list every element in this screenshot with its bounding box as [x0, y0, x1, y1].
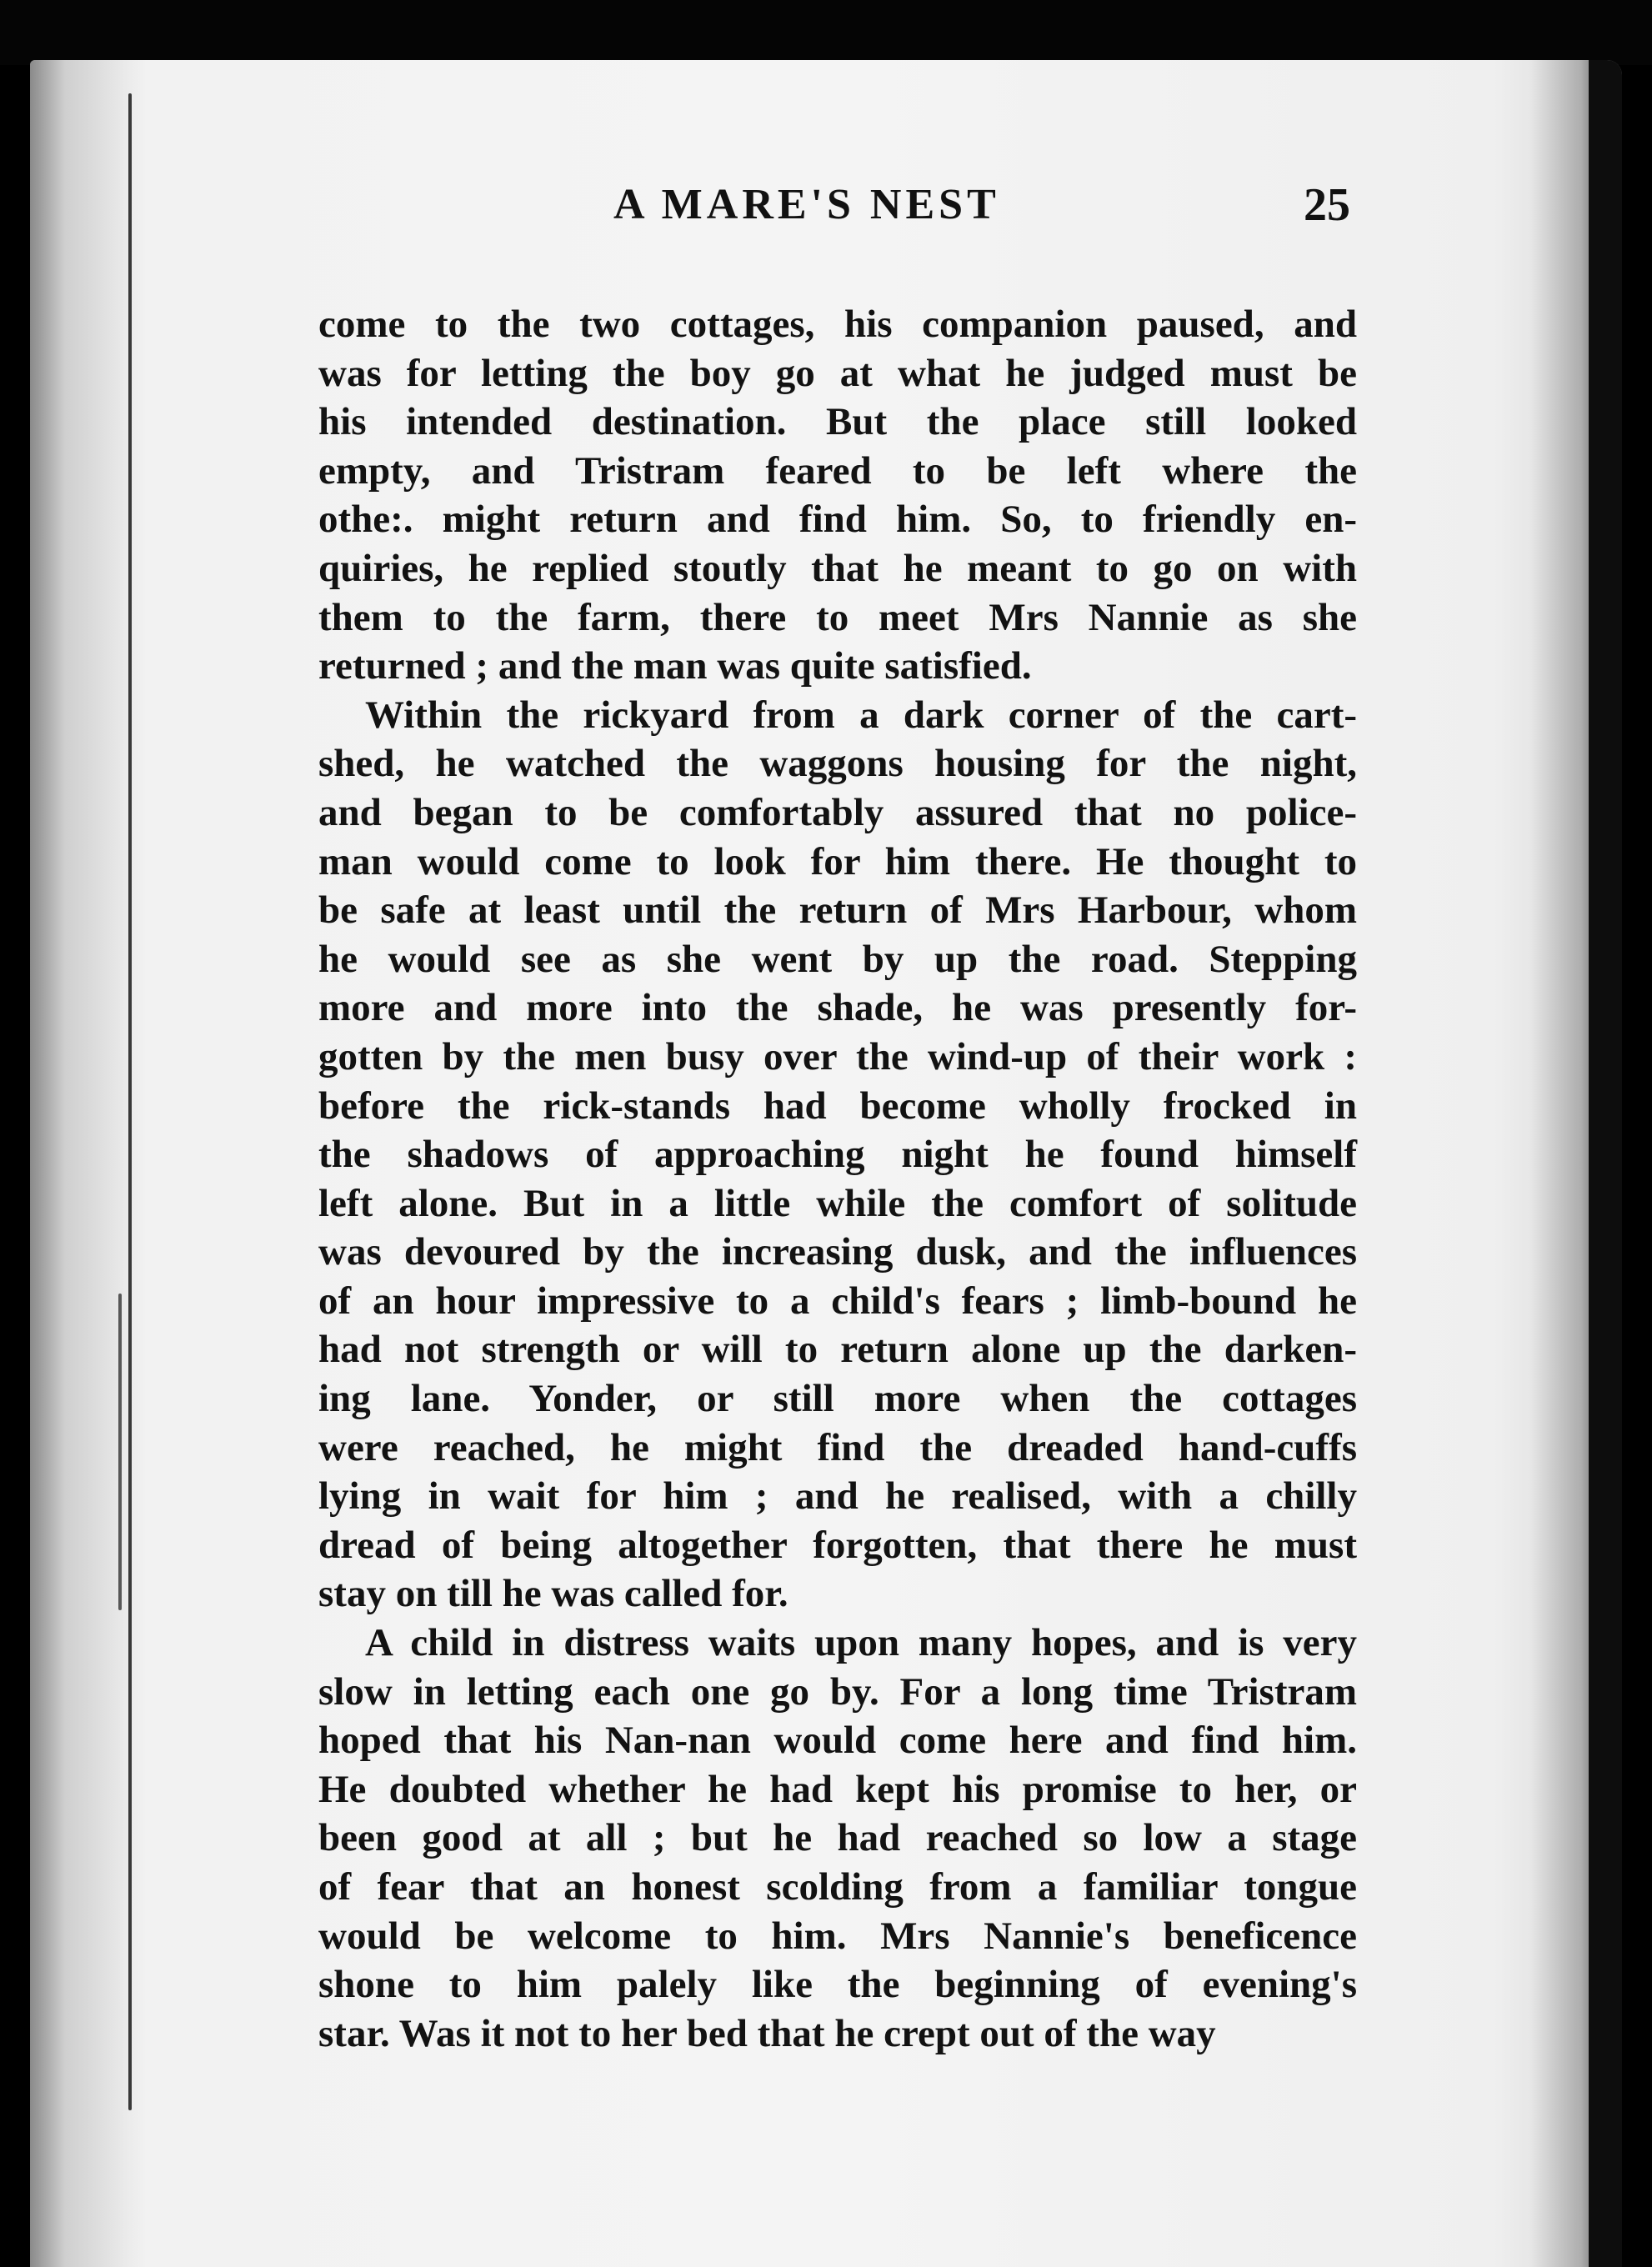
text-line: shed, he watched the waggons housing for the night, — [318, 742, 1357, 786]
text-line: of fear that an honest scolding from a familiar tongue — [318, 1865, 1357, 1909]
paragraph — [318, 1619, 1357, 2058]
text-line: dread of being altogether forgotten, that there he must — [318, 1523, 1357, 1567]
text-line: star. Was it not to her bed that he crept out of the way — [318, 2011, 1216, 2055]
text-line: He doubted whether he had kept his promise to her, or — [318, 1767, 1357, 1811]
binding-edge-line — [118, 1294, 122, 1610]
paragraph — [318, 691, 1357, 1619]
scan-border-top — [0, 0, 1652, 65]
text-line: the shadows of approaching night he found himself — [318, 1133, 1357, 1177]
scan-border-right — [1589, 60, 1622, 2267]
paragraph — [318, 300, 1357, 691]
text-line: left alone. But in a little while the comfort of solitude — [318, 1181, 1357, 1225]
text-line: slow in letting each one go by. For a long time Tristram — [318, 1669, 1357, 1714]
text-line: quiries, he replied stoutly that he meant to go on with — [318, 546, 1357, 590]
text-line: be safe at least until the return of Mrs Harbour, whom — [318, 888, 1357, 933]
text-line: were reached, he might find the dreaded hand-cuffs — [318, 1425, 1357, 1469]
text-line: shone to him palely like the beginning of evening's — [318, 1963, 1357, 2007]
running-title: A MARE'S NEST — [613, 181, 1000, 228]
text-line: lying in wait for him ; and he realised, with a chilly — [318, 1474, 1357, 1519]
text-line: them to the farm, there to meet Mrs Nannie as she — [318, 595, 1357, 639]
text-line: been good at all ; but he had reached so low a stage — [318, 1816, 1357, 1860]
text-line: had not strength or will to return alone up the darken- — [318, 1328, 1357, 1372]
page-number: 25 — [1304, 179, 1350, 231]
body-text — [318, 300, 1357, 2058]
text-line: Within the rickyard from a dark corner of the cart- — [365, 693, 1357, 737]
text-line: man would come to look for him there. He thought to — [318, 839, 1357, 883]
text-line: come to the two cottages, his companion paused, and — [318, 303, 1357, 346]
text-line: and began to be comfortably assured that no police- — [318, 790, 1357, 834]
text-line: his intended destination. But the place still looked — [318, 400, 1357, 444]
text-line: gotten by the men busy over the wind-up of their work : — [318, 1034, 1357, 1078]
binding-edge-line — [128, 93, 132, 2110]
text-line: of an hour impressive to a child's fears ; limb-bound he — [318, 1279, 1357, 1323]
text-line: more and more into the shade, he was presently for- — [318, 986, 1357, 1030]
text-line: stay on till he was called for. — [318, 1572, 788, 1616]
text-line: he would see as she went by up the road. Stepping — [318, 937, 1357, 981]
text-line: ing lane. Yonder, or still more when the cottages — [318, 1377, 1357, 1421]
text-line: othe:. might return and find him. So, to friendly en- — [318, 498, 1357, 542]
text-line: A child in distress waits upon many hopes, and is very — [365, 1621, 1357, 1665]
text-line: was devoured by the increasing dusk, and the influences — [318, 1230, 1357, 1274]
text-line: before the rick-stands had become wholly frocked in — [318, 1083, 1357, 1128]
text-line: returned ; and the man was quite satisfied. — [318, 644, 1032, 688]
text-line: would be welcome to him. Mrs Nannie's beneficence — [318, 1914, 1357, 1958]
text-line: hoped that his Nan-nan would come here and find him. — [318, 1719, 1357, 1763]
text-line: was for letting the boy go at what he judged must be — [318, 351, 1357, 395]
page-header — [287, 175, 1370, 242]
text-line: empty, and Tristram feared to be left where the — [318, 448, 1357, 493]
